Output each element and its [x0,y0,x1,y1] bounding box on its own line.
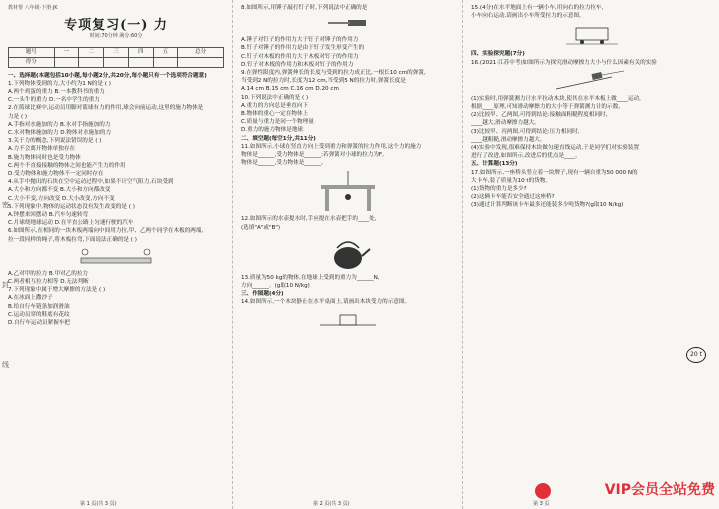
question-line: 5.下列现象中,物体的运动状态没有发生改变的是 ( ) [8,203,135,210]
question-line: A.重力的方向总是垂直向下 [241,102,309,109]
question-line: A.手指对水施加的力 B.水对手指施加的力 [8,121,111,128]
question-line: D.钉子对木板的作用力和木板对钉子的作用力 [241,61,354,68]
question-line: (2)比较甲、乙两图,可得到结论:接触面粗糙程度相同时, [471,112,608,119]
question-line: (3)通过计算判断该卡车最多还能装多少吨货物?(g取10 N/kg) [471,202,624,209]
question-line: 进行了改进,如图所示,改进后的优点是____。 [471,153,581,160]
question-line: D.重力的施力物体是地球 [241,127,304,134]
question-line: 4.从手中抛出的石块在空中运动过程中,如果不计空气阻力,石块受到 [8,179,174,186]
question-line: 2.在篮球比赛中,运动员用脚对篮球有力的作用,球会向前运动,这里的施力物体是 [8,105,204,112]
worksheet-title: 专项复习(一) 力 [64,18,168,34]
question-line: B.施力物体同时也是受力物体 [8,154,81,161]
section-heading: 四、实验探究题(7分) [471,51,525,58]
question-line: 力是 ( ) [8,113,28,120]
score-table [8,47,224,68]
question-line: 7.下列现象中属于增大摩擦的方法是 ( ) [8,287,106,294]
question-line: 1.下列物体受到的力,大小约为1 N的是 ( ) [8,80,111,87]
friction-figure [552,69,632,93]
question-line: A.两个鸡蛋的重力 B.一本教科书的重力 [8,89,105,96]
question-line: C.水对物体施加的力 D.物体对水施加的力 [8,130,112,137]
question-line: 13.质量为50 kg的物体,在地球上受到的重力为______N, [241,274,380,281]
question-line: 当受到2 N的拉力时,长度为12 cm,当受到5 N的拉力时,弹簧长度是 [241,78,406,85]
page-footer: 第 2 页(共 3 页) [313,501,350,507]
board-figure [71,246,161,268]
kettle-figure [323,234,373,272]
question-line: 8.如图所示,用锤子敲打钉子时,下列说法中正确的是 [241,5,368,11]
question-line: B.钉子对锤子的作用力是由于钉子发生形变产生的 [241,45,365,52]
binding-mark: 封 [2,281,9,289]
question-line: A.钟摆来回摆动 B.汽车匀速转弯 [8,212,89,219]
binding-mark: 密 [2,201,9,209]
worksheet-subtitle: 时间:70分钟 满分:60分 [89,33,143,40]
score-header: 二 [79,47,104,57]
score-header: 三 [104,47,129,57]
score-header: 四 [128,47,153,57]
binding-mark: 线 [2,361,9,369]
vip-watermark[interactable]: VIP会员全站免费 [604,482,715,498]
table-spring-figure [313,169,383,213]
cart-figure [562,22,622,48]
question-line: 6.如图所示,在相同的一块木板两端向中间用力拉,甲、乙两个同学在木板的两端, [8,228,204,235]
question-line: 拉一段同样的绳子,将木板拉弯,下面说法正确的是 ( ) [8,236,137,243]
score-header: 一 [54,47,79,57]
question-line: (4)实验中发现,很难保持木块做匀速直线运动,于是同学们对实验装置 [471,145,640,152]
score-row-label: 得分 [9,57,55,67]
page-column-3 [462,0,719,509]
question-line: A.锤子对钉子的作用力大于钉子对锤子的作用力 [241,37,359,44]
question-line: 17.如图所示,一座桥头竖立着一块牌子,现有一辆自重为50 000 N的 [471,169,638,176]
question-line: D.受力物体和施力物体不一定同时存在 [8,171,104,178]
page-column-1 [0,0,232,509]
page-footer: 第 1 页(共 3 页) [80,501,117,507]
section-heading: 五、计算题(13分) [471,161,518,168]
page-header: 教材帮 八年级·下册·JK [8,5,58,11]
question-line: 10.下列说法中正确的是 ( ) [241,94,309,101]
question-line: A.在冰面上撒沙子 [8,295,53,302]
question-line: 一、选择题(本题包括10小题,每小题2分,共20分,每小题只有一个选项符合题意) [8,72,207,79]
question-line: C.运动员穿的鞋底有花纹 [8,311,70,318]
page-column-2 [232,0,463,509]
vip-logo-icon [535,483,551,499]
question-line: (选填"A"或"B") [241,224,281,231]
question-line: B.给自行车链条加润滑油 [8,303,70,310]
question-line: 根据____原理,可知滑动摩擦力的大小等于弹簧测力计的示数。 [471,104,624,111]
question-line: (1)货物的重力是多少? [471,186,527,193]
question-line: B.物体的重心一定在物体上 [241,111,309,118]
question-line: A.14 cm B.15 cm C.16 cm D.20 cm [241,86,339,93]
question-line: C.大小不变,方向改变 D.大小改变,方向不变 [8,195,115,202]
question-line: 12.如图所示的水壶提水时,手应提在水壶把手的____处, [241,216,377,223]
weight-limit-sign: 20 t [686,347,706,363]
question-line: 3.关于力的概念,下列说法错误的是 ( ) [8,138,102,145]
question-line: A.力不会离开物体单独存在 [8,146,76,153]
question-line: 物体是______,受力物体是______;若弹簧对小球的拉力为F, [241,152,384,159]
question-line: C.月球绕地球运动 D.在平直公路上匀速行驶的汽车 [8,220,134,227]
question-line: A.大小和方向都不变 B.大小和方向都改变 [8,187,111,194]
question-line: 方向______。(g取10 N/kg) [241,283,310,290]
block-figure [318,309,378,327]
question-line: 14.如图所示,一个木块静止在水平桌面上,请画出木块受力的示意图。 [241,299,411,306]
question-line: C.质量与重力是同一个物理量 [241,119,314,126]
question-line: 物体是______,受力物体是______。 [241,160,327,167]
question-line: ____越粗糙,滑动摩擦力越大。 [471,136,546,143]
question-line: C.两者相互拉力相等 D.无法判断 [8,279,89,286]
score-header: 总分 [178,47,224,57]
question-line: 小车向右运动,请画出小车所受拉力的示意图。 [471,13,585,20]
page-footer: 第 3 页 [533,501,550,507]
question-line: 9.在弹性限度内,弹簧伸长的长度与受到的拉力成正比,一根长10 cm的弹簧, [241,70,426,77]
hammer-figure [318,14,378,34]
question-line: (2)这辆卡车能否安全通过这座桥? [471,194,555,201]
section-heading: 二、填空题(每空1分,共11分) [241,135,316,142]
score-header: 五 [153,47,178,57]
question-line: 大卡车,装了质量为10 t的货物。 [471,177,551,184]
question-line: (1)实验时,用弹簧测力计水平拉动木块,使其在水平木板上做____运动, [471,95,641,102]
question-line: C.一头牛的重力 D.一名中学生的重力 [8,97,100,104]
question-line: 11.如图所示,小球在竖直方向上受到重力和弹簧的拉力作用,这个力的施力 [241,143,422,150]
question-line: A.乙对甲的拉力 B.甲对乙的拉力 [8,270,89,277]
question-list-1 [8,72,224,328]
question-line: ____越大,滑动摩擦力越大。 [471,120,540,127]
question-line: C.钉子对木板的作用力大于木板对钉子的作用力 [241,53,359,60]
section-heading: 三、作图题(4分) [241,291,284,298]
question-line: C.两个不直接接触的物体之间也能产生力的作用 [8,162,126,169]
score-header: 题号 [9,47,55,57]
question-line: 16.(2021·江苏中考)如图所示为探究滑动摩擦力大小与什么因素有关的实验 [471,59,657,66]
question-line: (3)比较甲、丙两图,可得到结论:压力相同时, [471,128,580,135]
question-line: D.自行车运动员紧握车把 [8,320,71,327]
question-line: 15.(4分)在水平地面上有一辆小车,用向右的拉力拉车, [471,5,604,11]
